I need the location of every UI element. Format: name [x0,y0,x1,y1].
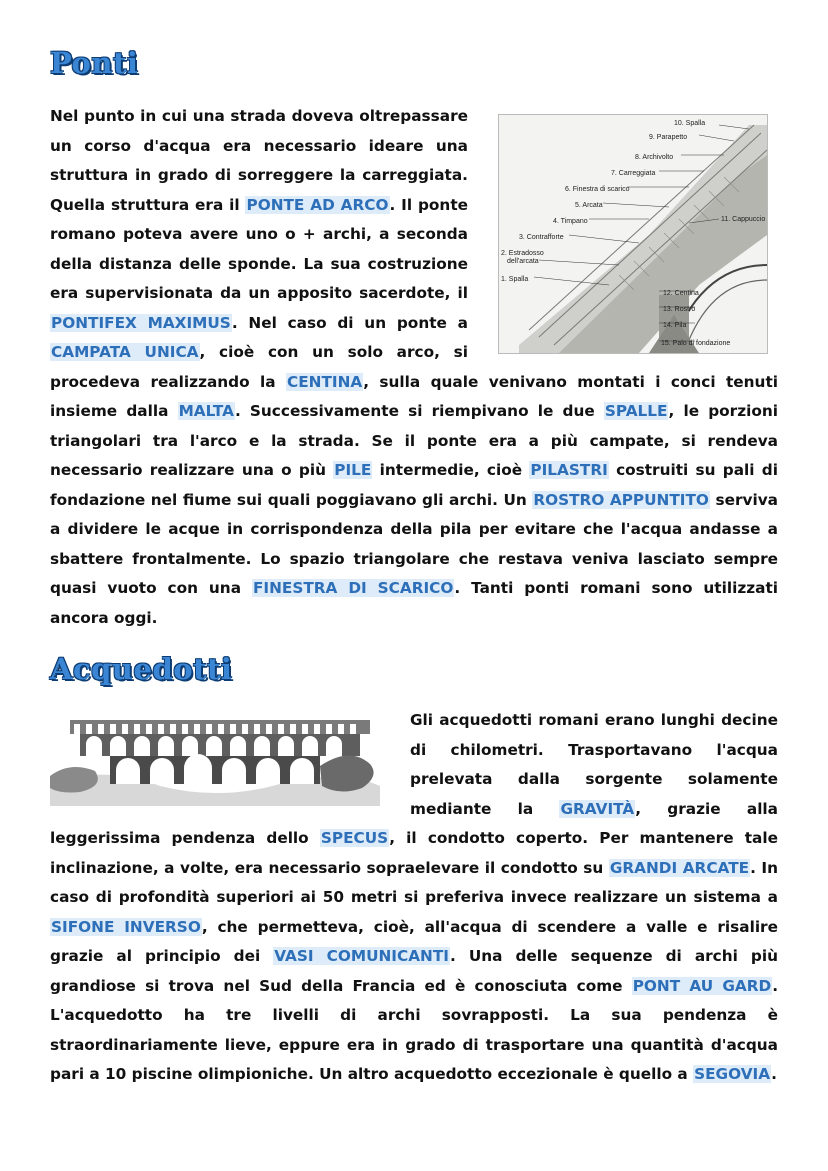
highlight-term: ROSTRO APPUNTITO [533,490,709,509]
text-run: , sulla quale venivano montati i conci tenuti insieme dalla [50,372,778,420]
text-run: . Successivamente si riempivano le due [234,402,604,420]
highlight-term: MALTA [178,402,234,420]
highlight-term: PONTE AD ARCO [246,195,389,214]
highlight-term: SPECUS [320,829,389,847]
label-2a: 2. Estradosso [501,250,544,257]
bridge-diagram-svg [499,115,767,353]
text-run: costruiti su pali di fondazione nel fiume sui quali poggiavano gli archi. Un [50,461,778,509]
label-4: 4. Timpano [553,218,588,225]
aqueduct-illustration [50,706,390,816]
highlight-term: PILE [334,461,372,479]
highlight-term: CENTINA [286,372,363,391]
aqueduct-svg [50,706,380,806]
highlight-term: SIFONE INVERSO [51,917,201,936]
label-6: 6. Finestra di scarico [565,186,630,193]
highlight-term: SEGOVIA [694,1065,771,1083]
label-15: 15. Palo di fondazione [661,340,731,347]
highlight-term: CAMPATA UNICA [51,343,199,361]
text-run: intermedie, cioè [372,461,530,479]
label-14: 14. Pila [663,322,687,329]
label-7: 7. Carreggiata [611,170,656,177]
highlight-term: FINESTRA DI SCARICO [252,579,454,597]
text-run: , grazie alla leggerissima pendenza dello [50,799,779,847]
highlight-term: GRANDI ARCATE [609,858,750,877]
label-9: 9. Parapetto [649,134,688,141]
highlight-term: SPALLE [604,402,668,420]
text-run: Gli acquedotti romani erano lunghi decine di chilometri. Trasportavano l'acqua prelevata dalla sorgente solamente mediante la [410,711,778,818]
text-run: serviva a dividere le acque in corrispondenza della pila per evitare che l'acqua andasse a sbattere frontalmente. Lo spazio triangolare che restava veniva lasciato sempre quasi vuoto con una [50,490,778,597]
highlight-term: PONTIFEX MAXIMUS [51,313,231,332]
text-run: , che permetteva, cioè, all'acqua di scendere a valle e risalire grazie al principio dei [50,917,778,965]
highlight-term: PONT AU GARD [632,976,772,995]
label-13: 13. Rostro [663,306,696,313]
bridge-diagram-figure [482,106,778,358]
label-5: 5. Arcata [575,202,603,209]
text-run: Nel punto in cui una strada doveva oltrepassare un corso d'acqua era necessario ideare una struttura in grado di sorreggere la carreggiata. Quella struttura era il [50,107,468,214]
text-run: , il condotto coperto. Per mantenere tale inclinazione, a volte, era necessario sopraelevare il condotto su [50,829,778,877]
section-title-acquedotti: Acquedotti [50,652,233,686]
text-run: . Una delle sequenze di archi più grandiose si trova nel Sud della Francia ed è conosciuta come [50,947,778,995]
label-12: 12. Centina [663,290,699,297]
text-run: . Il ponte romano poteva avere uno o + archi, a seconda della distanza delle sponde. La sua costruzione era supervisionata da un apposito sacerdote, il [50,195,469,302]
text-run: . Nel caso di un ponte a [231,313,468,332]
ponti-section [50,102,778,633]
text-run: . In caso di profondità superiori ai 50 metri si preferiva invece realizzare un sistema a [50,858,778,906]
label-11: 11. Cappuccio [721,216,766,223]
highlight-term: PILASTRI [530,461,608,479]
bridge-diagram [498,114,768,354]
highlight-term: VASI COMUNICANTI [274,947,449,965]
label-1: 1. Spalla [501,276,529,283]
label-3: 3. Contrafforte [519,234,564,241]
text-run: . L'acquedotto ha tre livelli di archi sovrapposti. La sua pendenza è straordinariamente lieve, eppure era in grado di trasportare una quantità d'acqua pari a 10 piscine olimpioniche. Un altro acquedotto eccezionale è quello a [50,976,778,1083]
acquedotti-section [50,706,778,1090]
text-run: . Tanti ponti romani sono utilizzati ancora oggi. [50,579,778,627]
highlight-term: GRAVITÀ [560,799,635,818]
section-title-ponti: Ponti [50,46,139,80]
text-run: , cioè con un solo arco, si procedeva realizzando la [50,343,468,391]
text-run: . [771,1065,777,1083]
label-10: 10. Spalla [674,120,706,127]
label-8: 8. Archivolto [635,154,674,161]
label-2b: dell'arcata [507,258,539,265]
text-run: , le porzioni triangolari tra l'arco e la strada. Se il ponte era a più campate, si rendeva necessario realizzare una o più [50,402,779,479]
